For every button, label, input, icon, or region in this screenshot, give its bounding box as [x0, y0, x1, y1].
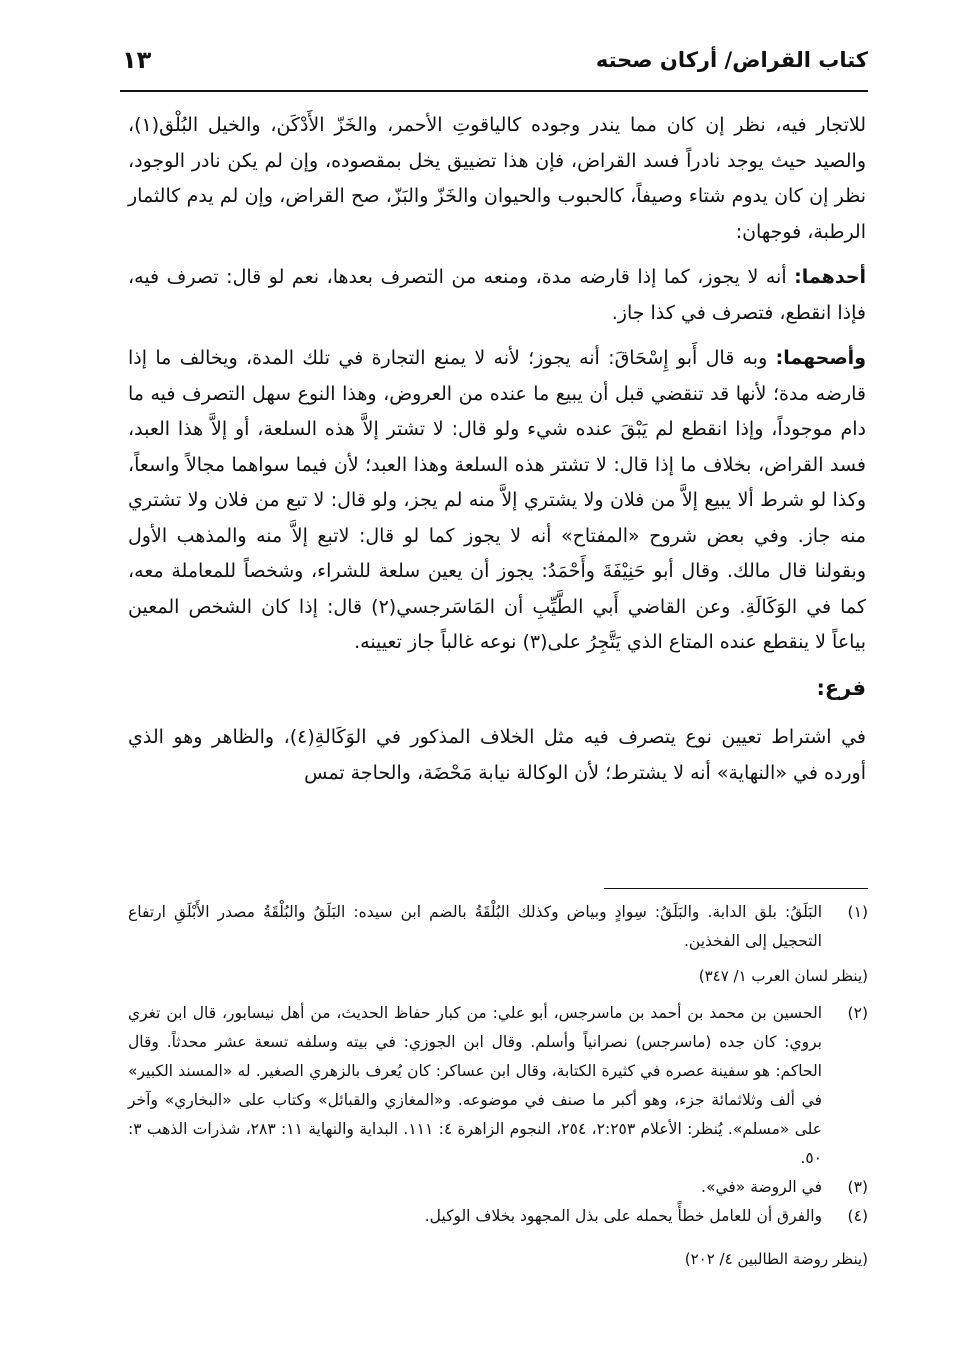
paragraph-2 [128, 260, 866, 331]
footnote-1-text: البَلَقُ: بلق الدابة. والبَلَقُ: سِوادٍ وبياض وكذلك البُلْقَةُ بالضم ابن سيده: البَلَقُ والبُلْقَةُ مصدر الأَبْلَقِ ارتفاع التحجيل إلى الفخذين. [128, 903, 822, 950]
page-number: ١٣ [122, 46, 152, 74]
paragraph-1 [128, 108, 866, 250]
paragraph-3-lead: وأصحهما: [775, 347, 866, 369]
footnote-2-text: الحسين بن محمد بن أحمد بن ماسرجس، أبو علي: من كبار حفاظ الحديث، من أهل نيسابور، قال ابن تغري بروي: كان جده (ماسرجس) نصرانياً وأسلم. وقال ابن الجوزي: في بيته وسلفه تسعة عشر محدثاً. وقال الحاكم: هو سفينة عصره في كثيرة الكتابة، وقال ابن عساكر: كان يُعرف بالزهري الصغير. له «المسند الكبير» في ألف وثلاثمائة جزء، وهو أكبر ما صنف في موضوعه. و«المغازي والقبائل» وكتاب على «البخاري» وآخر على «مسلم». يُنظر: الأعلام ٢:٢٥٣، ٢٥٤، النجوم الزاهرة ٤: ١١١. البداية والنهاية ١١: ٢٨٣، شذرات الذهب ٣: ٥٠. [128, 1004, 823, 1167]
footnote-4-number: (٤) [847, 1207, 868, 1225]
footnote-1-number: (١) [847, 903, 868, 921]
footnote-3-text: في الروضة «في». [701, 1178, 822, 1196]
footnote-3 [128, 1173, 868, 1202]
footnote-4 [128, 1202, 868, 1231]
footnote-4-text: والفرق أن للعامل خطأً يحمله على بذل المجهود بخلاف الوكيل. [424, 1207, 822, 1225]
footnote-2-number: (٢) [847, 1004, 868, 1022]
footnote-4-reference: (ينظر روضة الطالبين ٤/ ٢٠٢) [684, 1250, 868, 1268]
header-divider [120, 90, 868, 92]
paragraph-3-text: وبه قال أَبو إِسْحَاقَ: أنه يجوز؛ لأنه لا يمنع التجارة في تلك المدة، ويخالف ما إذا قارضه مدة؛ لأنها قد تنقضي قبل أن يبيع ما عنده من العروض، وهذا النوع سهل التصرف فيه ما دام موجوداً، وإذا انقطع لم يَبْقَ عنده شيء ولو قال: لا تشتر إلاَّ هذه السلعة، أو إلاَّ هذا العبد، فسد القراض، بخلاف ما إذا قال: لا تشتر هذه السلعة وهذا العبد؛ لأن فيما سواهما مجالاً واسعاً، وكذا لو شرط ألا يبيع إلاَّ من فلان ولا يشتري إلاَّ منه لم يجز، ولو قال: لا تبع من فلان ولا تشتري منه جاز. وفي بعض شروح «المفتاح» أنه لا يجوز كما لو قال: لاتبع إلاَّ منه والمذهب الأول وبقولنا قال مالك. وقال أبو حَنِيْفَةَ وأَحْمَدُ: يجوز أن يعين سلعة للشراء، وشخصاً للمعاملة معه، كما في الوَكَالَةِ. وعن القاضي أَبي الطَّيِّبِ أن المَاسَرجسي(٢) قال: إذا كان الشخص المعين بياعاً لا ينقطع عنده المتاع الذي يَتَّجِرُ على(٣) نوعه غالباً جاز تعيينه. [128, 347, 866, 653]
footnotes [128, 898, 868, 1282]
footnote-1-reference: (ينظر لسان العرب ١/ ٣٤٧) [698, 967, 868, 985]
footnote-spacer [128, 1231, 868, 1239]
paragraph-4-text: في اشتراط تعيين نوع يتصرف فيه مثل الخلاف المذكور في الوَكَالةِ(٤)، والظاهر وهو الذي أورده في «النهاية» أنه لا يشترط؛ لأن الوكالة نيابة مَحْضَة، والحاجة تمس [128, 726, 866, 784]
running-title: كتاب القراض/ أركان صحته [595, 48, 868, 72]
section-title: فرع: [816, 675, 866, 700]
paragraph-2-lead: أحدهما: [794, 266, 866, 288]
paragraph-2-text: أنه لا يجوز، كما إذا قارضه مدة، ومنعه من التصرف بعدها، نعم لو قال: تصرف فيه، فإذا انقطع، فتصرف في كذا جاز. [128, 266, 866, 324]
main-text [128, 108, 866, 801]
paragraph-4 [128, 720, 866, 791]
page-header [122, 44, 868, 86]
footnote-2 [128, 999, 868, 1173]
paragraph-3 [128, 341, 866, 661]
paragraph-1-text: للاتجار فيه، نظر إن كان مما يندر وجوده كالياقوتِ الأحمر، والخَزّ الأَدْكَن، والخيل البُلْق(١)، والصيد حيث يوجد نادراً فسد القراض، فإن هذا تضييق يخل بمقصوده، وإن لم يكن نادر الوجود، نظر إن كان يدوم شتاء وصيفاً، كالحبوب والحيوان والخَزّ والبَزّ، صح القراض، وإن لم يدم كالثمار الرطبة، فوجهان: [128, 114, 866, 243]
footnote-divider [604, 888, 868, 889]
footnote-3-number: (٣) [847, 1178, 868, 1196]
footnote-1 [128, 898, 868, 956]
